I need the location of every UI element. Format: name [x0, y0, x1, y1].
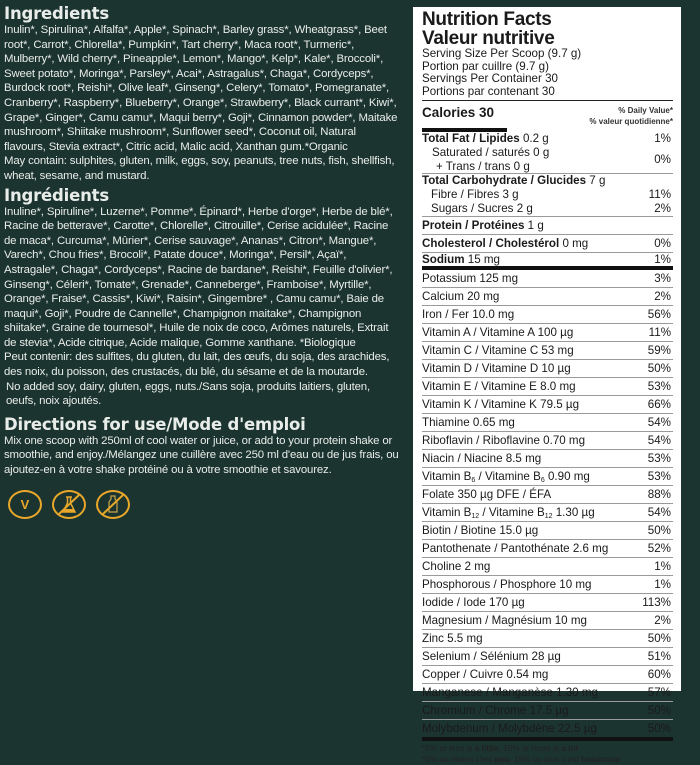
nutrient-row: Riboflavin / Riboflavine 0.70 mg 54%: [422, 432, 673, 450]
nutrient-row: Chromium / Chrome 17.5 µg 50%: [422, 702, 673, 720]
nutrient-row: Niacin / Niacine 8.5 mg 53%: [422, 450, 673, 468]
footnote-en: *5% or less is a little, 15% or more is a lot: [422, 743, 579, 754]
servings-per-container: Servings Per Container 30: [422, 72, 558, 86]
calories-row: [422, 101, 673, 126]
badge-row: [8, 490, 400, 519]
directions-heading: Directions for use/Mode d'emploi: [4, 414, 306, 434]
serving-size-fr: Portion par cuillre (9.7 g): [422, 59, 549, 73]
nutrient-row: Iron / Fer 10.0 mg 56%: [422, 306, 673, 324]
servings-per-container-fr: Portions par contenant 30: [422, 84, 555, 98]
cholesterol-row: Cholesterol / Cholestérol 0 mg 0%: [422, 235, 673, 253]
nutrient-row: Iodide / Iode 170 µg 113%: [422, 594, 673, 612]
serving-size: Serving Size Per Scoop (9.7 g): [422, 47, 582, 60]
vegan-icon: [8, 490, 42, 519]
footnote-fr: *5% ou moins c'est peu, 15% ou plus c'est beaucoup: [422, 754, 621, 765]
nutrient-row: Vitamin C / Vitamine C 53 mg 59%: [422, 342, 673, 360]
nutrient-row: Phosphorous / Phosphore 10 mg 1%: [422, 576, 673, 594]
allergens-fr: Peut contenir: des sulfites, du gluten, du lait, des œufs, du soja, des arachides, des noix, du poisson, des crustacés, du blé, du sésame et de la moutarde.: [4, 351, 390, 379]
sodium-row: Sodium 15 mg 1%: [422, 252, 671, 266]
protein-row: Protein / Protéines 1 g: [422, 217, 673, 235]
nutrient-row: Manganese / Manganèse 1.30 mg 57%: [422, 684, 673, 702]
nutrient-row: Biotin / Biotine 15.0 µg 50%: [422, 522, 673, 540]
total-fat-row: Total Fat / Lipides 0.2 g 1%: [422, 132, 671, 146]
no-lab-flask-icon: [52, 490, 86, 519]
dv-header: % Daily Value* % valeur quotidienne*: [589, 106, 673, 127]
carbohydrate-row: Total Carbohydrate / Glucides 7 g: [422, 174, 606, 188]
nutrient-row: Calcium 20 mg 2%: [422, 288, 673, 306]
free-from-statement: No added soy, dairy, gluten, eggs, nuts./Sans soja, produits laitiers, gluten, oeufs, noix ajoutés.: [6, 380, 370, 408]
nutrient-row: Zinc 5.5 mg 50%: [422, 630, 673, 648]
nutrition-title-fr: Valeur nutritive: [422, 28, 555, 49]
nutrient-row: Selenium / Sélénium 28 µg 51%: [422, 648, 673, 666]
nutrient-row: Copper / Cuivre 0.54 mg 60%: [422, 666, 673, 684]
sugars-row: Sugars / Sucres 2 g 2%: [422, 202, 673, 217]
vitamin-b12-row: Vitamin $B_{12}$ / Vitamine $B_{12}$ 1.30 µg 54%: [422, 506, 671, 521]
allergens-en: May contain: sulphites, gluten, milk, eggs, soy, peanuts, tree nuts, fish, shellfish, wheat, sesame, and mustard.: [4, 155, 395, 182]
folate-row: Folate 350 µg DFE / ÉFA 88%: [422, 486, 673, 504]
nutrient-row: Vitamin K / Vitamine K 79.5 µg 66%: [422, 396, 673, 414]
ingredients-text-fr: Inuline*, Spiruline*, Luzerne*, Pomme*, Épinard*, Herbe d'orge*, Herbe de blé*, Racine de betterave*, Carotte*, Chlorelle*, Citrouille*, Cerise acidulée*, Racine de maca*, Curcuma*, Mûrier*, Cerise sauvage*, Ananas*, Citron*, Mangue*, Varech*, Chou fries*, Brocoli*, Patate douce*, Moringa*, Persil*, Açaï*, Astragale*, Chaga*, Cordyceps*, Racine de bardane*, Reishi*, Feuille d'olivier*, Ginseng*, Céleri*, Tomate*, Grenade*, Canneberge*, Framboise*, Myrtille*, Orange*, Fraise*, Cassis*, Kiwi*, Raisin*, Gingembre* , Camu camu*, Baie de maqui*, Goji*, Poudre de Cannelle*, Champignon maitake*, Champignon shiitake*, Graine de tournesol*, Huile de noix de coco, Arômes naturels, Extrait de stevia*, Acide citrique, Acide malique, Gomme xanthane. *Biologique: [4, 205, 393, 349]
ingredients-text-en: Inulin*, Spirulina*, Alfalfa*, Apple*, Spinach*, Barley grass*, Wheatgrass*, Beet root*, Carrot*, Chlorella*, Pumpkin*, Tart cherry*, Maca root*, Turmeric*, Mulberry*, Wild cherry*, Pineapple*, Lemon*, Mango*, Kelp*, Kale*, Broccoli*, Sweet potato*, Moringa*, Parsley*, Acai*, Astragalus*, Chaga*, Cordyceps*, Burdock root*, Reishi*, Olive leaf*, Ginseng*, Celery*, Tomato*, Pomegranate*, Cranberry*, Raspberry*, Blueberry*, Orange*, Strawberry*, Black currant*, Kiwi*, Grape*, Ginger*, Camu camu*, Maqui berry*, Goji*, Cinnamon powder*, Maitake mushroom*, Shiitake mushroom*, Sunflower seed*, Coconut oil, Natural flavours, Stevia extract*, Citric acid, Malic acid, Xanthan gum.*Organic: [4, 24, 398, 153]
nutrition-title-en: Nutrition Facts: [422, 9, 552, 30]
nutrient-row: Vitamin E / Vitamine E 8.0 mg 53%: [422, 378, 673, 396]
directions-text: Mix one scoop with 250ml of cool water or juice, or add to your protein shake or smoothie, and enjoy./Mélangez une cuillère avec 250 ml d'eau ou de jus frais, ou ajoutez-en à votre shake protéiné ou à votre smoothie et savourez.: [4, 434, 399, 477]
no-milk-bottle-icon: [96, 490, 130, 519]
vegan-glyph: V: [20, 496, 30, 512]
nutrient-row: Pantothenate / Pantothénate 2.6 mg 52%: [422, 540, 673, 558]
nutrient-row: Magnesium / Magnésium 10 mg 2%: [422, 612, 673, 630]
nutrient-row: Choline 2 mg 1%: [422, 558, 673, 576]
nutrient-row: Molybdenum / Molybdène 22.5 µg 50%: [422, 722, 671, 736]
nutrient-row: Vitamin A / Vitamine A 100 µg 11%: [422, 324, 673, 342]
sat-trans-row: Saturated / saturés 0 g + Trans / trans 0 g 0%: [422, 146, 673, 174]
nutrient-row: Thiamine 0.65 mg 54%: [422, 414, 673, 432]
ingredients-column: [4, 4, 400, 519]
fibre-row: Fibre / Fibres 3 g 11%: [431, 187, 671, 201]
nutrition-facts-panel: [410, 4, 684, 765]
footnote: [422, 743, 673, 765]
ingredients-heading-en: Ingredients: [4, 4, 109, 23]
vitamin-b6-row: Vitamin $B_6$ / Vitamine $B_6$ 0.90 mg 53%: [422, 470, 671, 485]
nutrient-row: Vitamin D / Vitamine D 10 µg 50%: [422, 360, 673, 378]
calories: Calories 30: [422, 105, 495, 121]
thick-divider: [422, 737, 673, 741]
ingredients-heading-fr: Ingrédients: [4, 185, 109, 205]
nutrient-row: Potassium 125 mg 3%: [422, 270, 673, 288]
